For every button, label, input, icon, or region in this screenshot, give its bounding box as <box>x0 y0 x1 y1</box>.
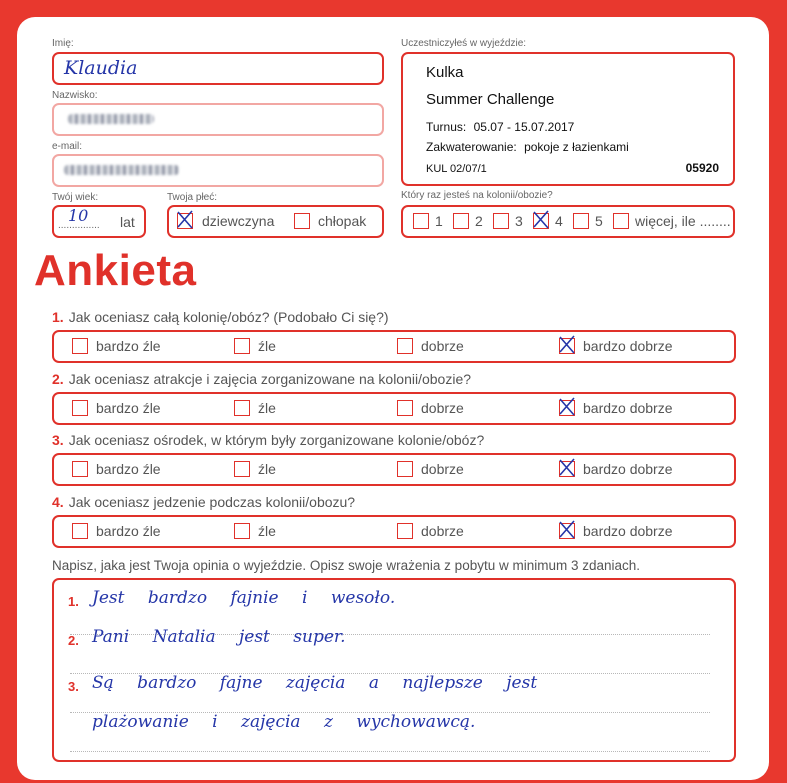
age-value: 10 <box>68 206 89 225</box>
rating-label: źle <box>258 338 276 354</box>
rating-checkbox[interactable] <box>72 400 88 416</box>
email-field[interactable] <box>52 154 384 187</box>
check-mark-icon <box>558 335 576 355</box>
rating-checkbox[interactable] <box>397 523 413 539</box>
gender-male-label: chłopak <box>318 213 367 229</box>
rating-checkbox[interactable] <box>234 461 250 477</box>
survey-title: Ankieta <box>34 246 197 295</box>
rating-label: bardzo źle <box>96 523 161 539</box>
rating-checkbox[interactable] <box>559 461 575 477</box>
times-option-5-label: 5 <box>595 213 603 229</box>
rating-checkbox[interactable] <box>397 461 413 477</box>
accommodation-value: pokoje z łazienkami <box>524 140 629 154</box>
question-number: 3. <box>52 432 64 448</box>
times-more-checkbox[interactable] <box>613 213 629 229</box>
times-option-3-checkbox[interactable] <box>493 213 509 229</box>
question-label: Jak oceniasz ośrodek, w którym były zorganizowane kolonie/obóz? <box>68 432 485 448</box>
question-label: Jak oceniasz jedzenie podczas kolonii/obozu? <box>68 494 356 510</box>
name-label: Imię: <box>52 38 74 49</box>
question-1-options <box>52 330 736 363</box>
gender-female-label: dziewczyna <box>202 213 275 229</box>
gender-field <box>167 205 384 238</box>
turnus-row <box>426 120 574 134</box>
redacted-email <box>64 165 179 175</box>
camp-code: KUL 02/07/1 <box>426 163 487 175</box>
question-3-options <box>52 453 736 486</box>
question-2-options <box>52 392 736 425</box>
gender-male-checkbox[interactable] <box>294 213 310 229</box>
times-option-5-checkbox[interactable] <box>573 213 589 229</box>
question-label: Jak oceniasz atrakcje i zajęcia zorganizowane na kolonii/obozie? <box>68 371 472 387</box>
times-option-1-checkbox[interactable] <box>413 213 429 229</box>
email-label: e-mail: <box>52 141 83 152</box>
name-value: Klaudia <box>64 57 138 79</box>
age-unit: lat <box>120 214 135 230</box>
question-1-text <box>52 309 389 325</box>
surname-label: Nazwisko: <box>52 90 98 101</box>
check-mark-icon <box>558 397 576 417</box>
question-2-text <box>52 371 471 387</box>
rating-label: bardzo dobrze <box>583 461 673 477</box>
rating-label: bardzo dobrze <box>583 400 673 416</box>
rating-label: bardzo źle <box>96 400 161 416</box>
times-option-3-label: 3 <box>515 213 523 229</box>
opinion-line-number: 2. <box>68 633 79 648</box>
rating-label: źle <box>258 461 276 477</box>
camp-name: Kulka <box>426 64 464 81</box>
age-dots: ............... <box>58 220 100 231</box>
question-number: 1. <box>52 309 64 325</box>
surname-field[interactable] <box>52 103 384 136</box>
camp-number: 05920 <box>685 161 719 175</box>
gender-female-checkbox[interactable] <box>177 213 193 229</box>
rating-checkbox[interactable] <box>72 523 88 539</box>
times-option-4-checkbox[interactable] <box>533 213 549 229</box>
opinion-line-number: 1. <box>68 594 79 609</box>
check-mark-icon <box>176 210 194 230</box>
accommodation-row <box>426 140 629 154</box>
opinion-line-text: Pani Natalia jest super. <box>92 627 346 647</box>
rating-checkbox[interactable] <box>397 400 413 416</box>
rating-label: bardzo źle <box>96 461 161 477</box>
check-mark-icon <box>532 210 550 230</box>
times-field <box>401 205 735 238</box>
rating-checkbox[interactable] <box>559 523 575 539</box>
rating-label: bardzo źle <box>96 338 161 354</box>
camp-label: Uczestniczyłeś w wyjeździe: <box>401 38 527 49</box>
gender-label: Twoja płeć: <box>167 192 218 203</box>
opinion-box[interactable] <box>52 578 736 762</box>
rating-checkbox[interactable] <box>397 338 413 354</box>
question-number: 4. <box>52 494 64 510</box>
times-option-2-checkbox[interactable] <box>453 213 469 229</box>
rating-label: bardzo dobrze <box>583 523 673 539</box>
question-3-text <box>52 432 484 448</box>
opinion-line-number: 3. <box>68 679 79 694</box>
turnus-value: 05.07 - 15.07.2017 <box>473 120 575 134</box>
name-field[interactable] <box>52 52 384 85</box>
rating-label: bardzo dobrze <box>583 338 673 354</box>
accommodation-label: Zakwaterowanie: <box>426 140 517 154</box>
question-4-text <box>52 494 355 510</box>
rating-label: dobrze <box>421 338 464 354</box>
rating-checkbox[interactable] <box>559 338 575 354</box>
question-label: Jak oceniasz całą kolonię/obóz? (Podobało Ci się?) <box>68 309 389 325</box>
rating-label: źle <box>258 523 276 539</box>
times-option-2-label: 2 <box>475 213 483 229</box>
rating-checkbox[interactable] <box>234 523 250 539</box>
rating-checkbox[interactable] <box>559 400 575 416</box>
times-label: Który raz jesteś na kolonii/obozie? <box>401 190 553 201</box>
times-option-4-label: 4 <box>555 213 563 229</box>
camp-program: Summer Challenge <box>426 91 555 108</box>
redacted-surname <box>68 114 154 124</box>
question-4-options <box>52 515 736 548</box>
check-mark-icon <box>558 520 576 540</box>
turnus-label: Turnus: <box>426 120 467 134</box>
times-more-label: więcej, ile ........ <box>635 213 731 229</box>
opinion-line-text: Jest bardzo fajnie i wesoło. <box>92 588 396 608</box>
rating-checkbox[interactable] <box>234 338 250 354</box>
check-mark-icon <box>558 458 576 478</box>
camp-info-box <box>401 52 735 186</box>
opinion-prompt: Napisz, jaka jest Twoja opinia o wyjeździe. Opisz swoje wrażenia z pobytu w minimum 3 zdaniach. <box>52 558 641 573</box>
times-option-1-label: 1 <box>435 213 443 229</box>
rating-label: dobrze <box>421 523 464 539</box>
rating-label: dobrze <box>421 461 464 477</box>
age-field[interactable] <box>52 205 146 238</box>
rating-label: źle <box>258 400 276 416</box>
rating-checkbox[interactable] <box>234 400 250 416</box>
rating-checkbox[interactable] <box>72 461 88 477</box>
rating-checkbox[interactable] <box>72 338 88 354</box>
opinion-line-text: plażowanie i zajęcia z wychowawcą. <box>92 712 476 732</box>
age-label: Twój wiek: <box>52 192 99 203</box>
ruled-line <box>70 751 710 752</box>
rating-label: dobrze <box>421 400 464 416</box>
question-number: 2. <box>52 371 64 387</box>
opinion-line-text: Są bardzo fajne zajęcia a najlepsze jest <box>92 673 538 693</box>
